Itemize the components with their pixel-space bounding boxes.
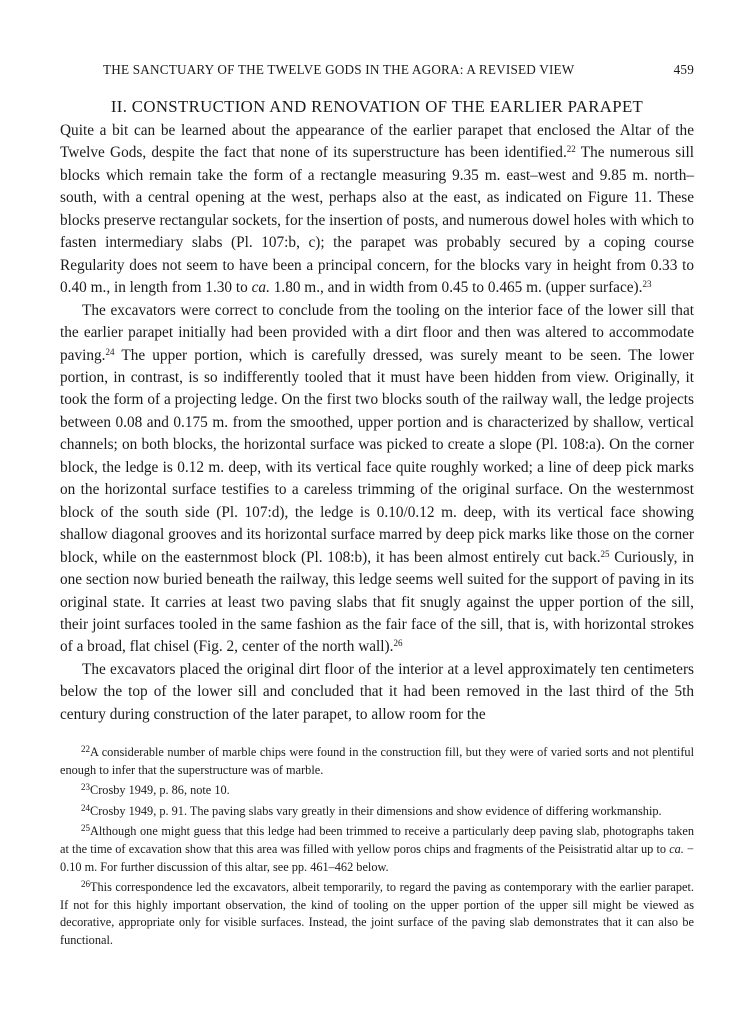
running-head-title: THE SANCTUARY OF THE TWELVE GODS IN THE AGORA: A REVISED VIEW bbox=[103, 62, 575, 77]
footnote-26: $^{26}$This correspondence led the excavators, albeit temporarily, to regard the paving as contemporary with the earlier parapet. If not for this highly important observation, the kind of tooling on the upper portion of the upper sill might be viewed as decorative, appropriate only for visible surfaces. Instead, the joint surface of the paving slab demonstrates that it can also be functional. bbox=[60, 879, 694, 947]
paragraph-1: Quite a bit can be learned about the appearance of the earlier parapet that enclosed the Altar of the Twelve Gods, despite the fact that none of its superstructure has been identified.$^{22}$ The numerous sill blocks which remain take the form of a rectangle measuring 9.35 m. east–west and 9.85 m. north–south, with a central opening at the west, perhaps also at the east, as indicated on Figure 11. These blocks preserve rectangular sockets, for the insertion of posts, and numerous dowel holes with which to fasten intermediary slabs (Pl. 107:b, c); the parapet was probably secured by a coping course Regularity does not seem to have been a principal concern, for the blocks vary in height from 0.33 to 0.40 m., in length from 1.30 to ca. 1.80 m., and in width from 0.45 to 0.465 m. (upper surface).$^{23}$ bbox=[60, 122, 694, 297]
footnote-ref-24[interactable]: 24 bbox=[105, 346, 115, 357]
footnote-22: $^{22}$A considerable number of marble chips were found in the construction fill, but they were of varied sorts and not plentiful enough to infer that the superstructure was of marble. bbox=[60, 744, 694, 777]
footnotes bbox=[60, 741, 694, 950]
footnote-ref-25[interactable]: 25 bbox=[600, 548, 610, 559]
paragraph-2: The excavators were correct to conclude from the tooling on the interior face of the lower sill that the earlier parapet initially had been provided with a dirt floor and then was altered to accommodate paving.$^{24}$ The upper portion, which is carefully dressed, was surely meant to be seen. The lower portion, in contrast, is so indifferently tooled that it must have been hidden from view. Originally, it took the form of a projecting ledge. On the first two blocks south of the railway wall, the ledge projects between 0.08 and 0.175 m. from the smoothed, upper portion and is characterized by shallow, vertical channels; on both blocks, the horizontal surface was picked to create a slope (Pl. 108:a). On the corner block, the ledge is 0.12 m. deep, with its vertical face quite roughly worked; a line of deep pick marks on the horizontal surface testifies to a careless trimming of the original surface. On the westernmost block of the south side (Pl. 107:d), the ledge is 0.10/0.12 m. deep, with its vertical face showing shallow diagonal grooves and its horizontal surface marred by deep pick marks like those on the corner block, while on the easternmost block (Pl. 108:b), it has been almost entirely cut back.$^{25}$ Curiously, in one section now buried beneath the railway, this ledge seems well suited for the support of paving in its original state. It carries at least two paving slabs that fit snugly against the upper portion of the sill, their joint surfaces tooled in the same fashion as the fair face of the sill, that is, with horizontal strokes of a broad, flat chisel (Fig. 2, center of the north wall).$^{26}$ bbox=[60, 301, 694, 656]
footnote-ref-26[interactable]: 26 bbox=[393, 638, 403, 649]
running-head bbox=[103, 62, 694, 78]
footnote-25: $^{25}$Although one might guess that this ledge had been trimmed to receive a particularly deep paving slab, photographs taken at the time of excavation show that this area was filled with yellow poros chips and fragments of the Peisistratid altar up to ca. − 0.10 m. For further discussion of this altar, see pp. 461–462 below. bbox=[60, 823, 694, 874]
section-heading: II. CONSTRUCTION AND RENOVATION OF THE EARLIER PARAPET bbox=[110, 97, 644, 116]
paragraph-3: The excavators placed the original dirt floor of the interior at a level approximately ten centimeters below the top of the lower sill and concluded that it had been removed in the last third of the 5th century during construction of the later parapet, to allow room for the bbox=[60, 660, 694, 723]
page-number: 459 bbox=[673, 62, 694, 77]
footnote-ref-23[interactable]: 23 bbox=[642, 279, 652, 290]
body-text bbox=[60, 120, 694, 726]
footnote-23: $^{23}$Crosby 1949, p. 86, note 10. bbox=[81, 782, 230, 798]
footnote-24: $^{24}$Crosby 1949, p. 91. The paving slabs vary greatly in their dimensions and show evidence of differing workmanship. bbox=[81, 802, 662, 818]
footnote-ref-22[interactable]: 22 bbox=[566, 144, 576, 155]
